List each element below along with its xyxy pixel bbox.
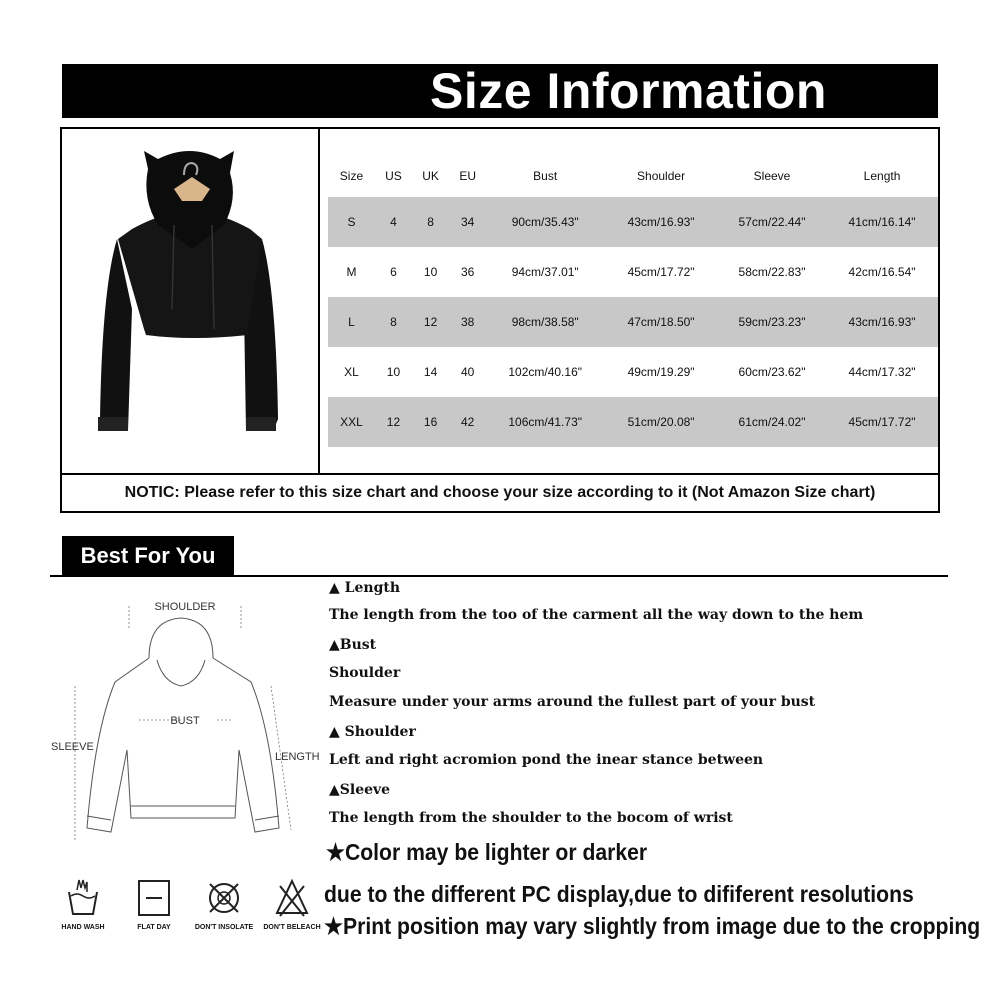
table-cell: L [328,297,375,347]
table-cell: S [328,197,375,247]
dont-insolate-icon [206,878,242,918]
diagram-label-sleeve: SLEEVE [51,741,94,753]
table-cell: 44cm/17.32" [848,365,916,379]
table-cell: 90cm/35.43" [486,197,604,247]
header-size: Size [339,169,364,183]
dont-bleach-icon [274,878,310,918]
table-cell: 42 [449,397,486,447]
header-sleeve: Sleeve [753,169,791,183]
size-notice: NOTIC: Please refer to this size chart and choose your size according to it (Not Amazon Size chart) [124,484,876,501]
table-cell: 51cm/20.08" [604,397,718,447]
table-cell: 14 [423,365,438,379]
header-length: Length [863,169,901,183]
info-shoulder-heading: ▲ Shoulder [329,724,416,740]
care-flat-dry [114,878,194,931]
info-length-text: The length from the too of the carment all the way down to the hem [329,607,864,623]
table-cell: 94cm/37.01" [511,265,579,279]
table-cell: 58cm/22.83" [738,265,806,279]
info-bust-heading: ▲Bust [329,637,377,653]
care-label: DON'T BELEACH [263,924,321,931]
page-title: Size Information [62,64,938,118]
table-cell: 42cm/16.54" [848,265,916,279]
product-image [62,129,320,473]
diagram-label-length: LENGTH [275,751,320,763]
table-cell: M [346,265,357,279]
table-cell: 34 [449,197,486,247]
hand-wash-icon [65,878,101,918]
table-row [328,347,938,397]
table-cell: 49cm/19.29" [627,365,695,379]
table-cell: 12 [375,397,412,447]
table-cell: 40 [460,365,475,379]
diagram-label-shoulder: SHOULDER [154,601,216,613]
table-cell: 10 [423,265,438,279]
table-cell: XXL [328,397,375,447]
table-cell: 47cm/18.50" [604,297,718,347]
table-cell: 16 [412,397,449,447]
table-header-row [328,155,938,197]
color-note: ★Color may be lighter or darker [326,839,648,865]
table-row [328,397,938,447]
cat-ear-hoodie-image [62,129,318,473]
table-cell: 98cm/38.58" [486,297,604,347]
table-cell: 8 [375,297,412,347]
table-cell: 43cm/16.93" [604,197,718,247]
header-bust: Bust [533,169,558,183]
care-label: DON'T INSOLATE [194,924,254,931]
table-row [328,197,938,247]
header-eu: EU [459,169,476,183]
table-cell: 57cm/22.44" [718,197,826,247]
table-cell: 12 [412,297,449,347]
care-label: FLAT DAY [137,924,171,931]
table-cell: 6 [390,265,397,279]
table-cell: 45cm/17.72" [627,265,695,279]
info-sleeve-text: The length from the shoulder to the bocom of wrist [329,810,733,826]
table-cell: 4 [375,197,412,247]
care-label: HAND WASH [61,924,105,931]
info-bust-subheading: Shoulder [329,665,401,681]
diagram-label-bust: BUST [170,715,200,727]
print-note: ★Print position may vary slightly from image due to the cropping [324,913,981,939]
divider [50,575,948,577]
info-length-heading: ▲ Length [329,580,401,596]
table-cell: 36 [460,265,475,279]
table-row [328,297,938,347]
table-cell: 38 [449,297,486,347]
info-bust-text: Measure under your arms around the fullest part of your bust [329,694,816,710]
table-cell: 61cm/24.02" [718,397,826,447]
table-cell: 106cm/41.73" [486,397,604,447]
table-cell: 8 [412,197,449,247]
table-cell: 43cm/16.93" [826,297,938,347]
flat-dry-icon [136,878,172,918]
table-row [328,247,938,297]
header-us: US [385,169,402,183]
table-cell: XL [344,365,359,379]
info-sleeve-heading: ▲Sleeve [329,782,391,798]
best-for-you-heading: Best For You [62,536,234,575]
care-hand-wash [43,878,123,931]
table-cell: 45cm/17.72" [826,397,938,447]
table-cell: 60cm/23.62" [738,365,806,379]
size-table [328,155,938,447]
table-cell: 102cm/40.16" [508,365,582,379]
info-shoulder-text: Left and right acromion pond the inear stance between [329,752,764,768]
care-dont-bleach [252,878,332,931]
header-uk: UK [422,169,439,183]
header-shoulder: Shoulder [637,169,686,183]
size-chart-frame [60,127,940,513]
table-cell: 10 [386,365,401,379]
table-cell: 41cm/16.14" [826,197,938,247]
table-cell: 59cm/23.23" [718,297,826,347]
display-note: due to the different PC display,due to dififerent resolutions [324,881,914,907]
measurement-diagram [45,590,320,860]
